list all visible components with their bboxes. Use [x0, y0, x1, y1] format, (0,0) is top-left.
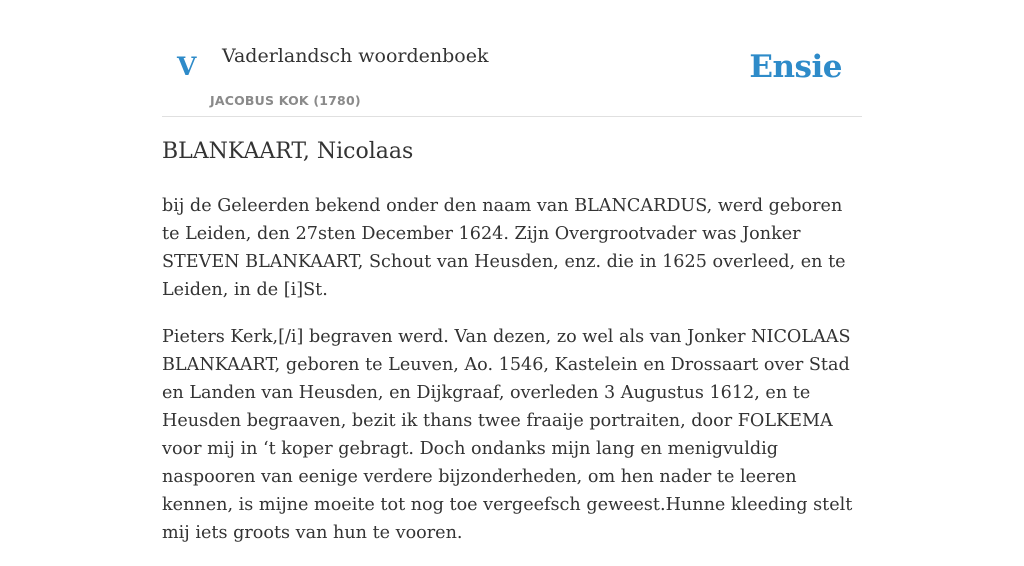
ensie-logo-link[interactable]: Ensie	[749, 49, 842, 85]
entry-title: BLANKAART, Nicolaas	[162, 139, 414, 164]
entry-body	[162, 192, 862, 566]
book-author: JACOBUS KOK (1780)	[210, 93, 361, 108]
entry-paragraph: Pieters Kerk,[/i] begraven werd. Van dezen, zo wel als van Jonker NICOLAAS BLANKAART, geboren te Leuven, Ao. 1546, Kastelein en Drossaart over Stad en Landen van Heusden, en Dijkgraaf, overleden 3 Augustus 1612, en te Heusden begraaven, bezit ik thans twee fraaije portraiten, door FOLKEMA voor mij in ‘t koper gebragt. Doch ondanks mijn lang en menigvuldig naspooren van eenige verdere bijzonderheden, om hen nader te leeren kennen, is mijne moeite tot nog toe vergeefsch geweest.Hunne kleeding stelt mij iets groots van hun te vooren.	[162, 327, 853, 543]
header	[162, 0, 862, 117]
entry-paragraph: bij de Geleerden bekend onder den naam van BLANCARDUS, werd geboren te Leiden, den 27sten December 1624. Zijn Overgrootvader was Jonker STEVEN BLANKAART, Schout van Heusden, enz. die in 1625 overleed, en te Leiden, in de [i]St.	[162, 196, 846, 300]
book-title[interactable]: Vaderlandsch woordenboek	[222, 45, 489, 67]
index-letter[interactable]: V	[177, 52, 197, 81]
